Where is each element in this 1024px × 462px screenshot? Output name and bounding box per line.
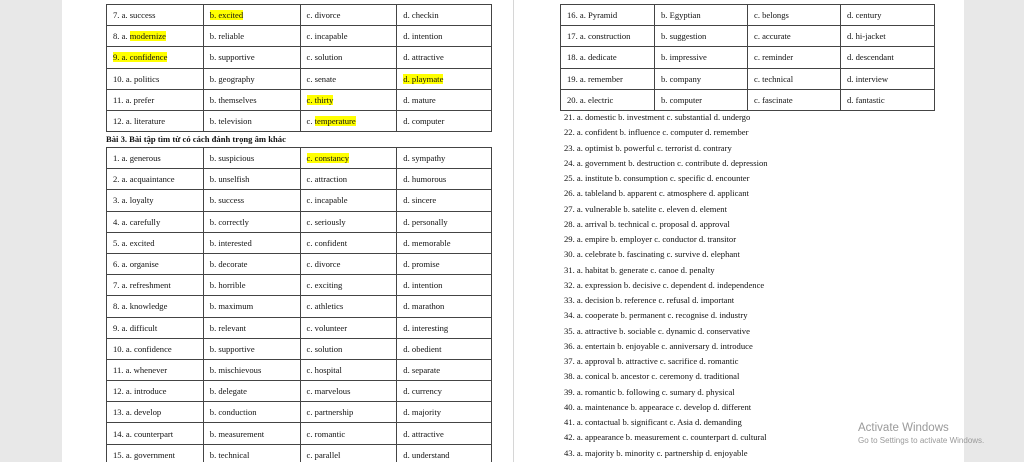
option-cell: b. reliable <box>203 26 300 47</box>
option-cell: 5. a. excited <box>107 232 204 253</box>
option-cell: d. obedient <box>397 338 492 359</box>
option-cell: 19. a. remember <box>561 68 655 89</box>
table-row <box>561 47 935 68</box>
option-cell: 3. a. loyalty <box>107 190 204 211</box>
table-row <box>107 317 492 338</box>
option-cell: 16. a. Pyramid <box>561 5 655 26</box>
option-cell: b. technical <box>203 444 300 462</box>
option-cell: c. hospital <box>300 359 397 380</box>
option-cell: 14. a. counterpart <box>107 423 204 444</box>
table-row <box>107 5 492 26</box>
option-cell: 8. a. knowledge <box>107 296 204 317</box>
table-row <box>107 359 492 380</box>
exercise-line: 27. a. vulnerable b. satelite c. eleven d. element <box>564 203 727 214</box>
option-cell: 18. a. dedicate <box>561 47 655 68</box>
exercise-line: 40. a. maintenance b. appearace c. develop d. different <box>564 401 752 412</box>
table-row <box>107 338 492 359</box>
option-cell: c. incapable <box>300 190 397 211</box>
exercise-line: 31. a. habitat b. generate c. canoe d. penalty <box>564 264 715 275</box>
option-cell: d. intention <box>397 26 492 47</box>
option-cell: 17. a. construction <box>561 26 655 47</box>
document-page-left <box>62 0 514 462</box>
option-cell: d. mature <box>397 89 492 110</box>
option-cell: c. confident <box>300 232 397 253</box>
exercise-line: 43. a. majority b. minority c. partnership d. enjoyable <box>564 447 748 458</box>
exercise-line: 30. a. celebrate b. fascinating c. survive d. elephant <box>564 249 740 260</box>
table-row <box>561 5 935 26</box>
option-cell <box>107 47 204 68</box>
option-cell: b. television <box>203 110 300 131</box>
option-cell: d. marathon <box>397 296 492 317</box>
option-cell: 8. a. modernize <box>107 26 204 47</box>
option-cell: 6. a. organise <box>107 253 204 274</box>
option-cell: b. company <box>655 68 748 89</box>
option-cell: c. senate <box>300 68 397 89</box>
highlighted-answer: modernize <box>129 31 166 42</box>
highlighted-answer: temperature <box>314 116 356 127</box>
option-cell: d. fantastic <box>841 89 935 110</box>
option-cell: d. promise <box>397 253 492 274</box>
option-cell: d. attractive <box>397 423 492 444</box>
exercise-line: 37. a. approval b. attractive c. sacrifice d. romantic <box>564 356 739 366</box>
option-cell: c. divorce <box>300 5 397 26</box>
table-row <box>107 444 492 462</box>
table-row <box>107 232 492 253</box>
option-cell: 2. a. acquaintance <box>107 169 204 190</box>
option-cell: d. separate <box>397 359 492 380</box>
exercise-table-part2 <box>106 4 492 132</box>
option-cell: b. computer <box>655 89 748 110</box>
option-cell: 4. a. carefully <box>107 211 204 232</box>
highlighted-answer: c. constancy <box>306 153 350 164</box>
option-cell: b. mischievous <box>203 359 300 380</box>
option-cell <box>300 148 397 169</box>
option-cell: b. suspicious <box>203 148 300 169</box>
table-row <box>107 296 492 317</box>
option-cell: d. interesting <box>397 317 492 338</box>
option-cell: 7. a. success <box>107 5 204 26</box>
option-cell: 12. a. literature <box>107 110 204 131</box>
option-cell: b. success <box>203 190 300 211</box>
option-cell <box>397 68 492 89</box>
table-row <box>107 253 492 274</box>
exercise-line: 22. a. confident b. influence c. computer d. remember <box>564 127 749 138</box>
table-row <box>561 26 935 47</box>
option-cell: d. personally <box>397 211 492 232</box>
option-cell: b. interested <box>203 232 300 253</box>
option-cell: c. volunteer <box>300 317 397 338</box>
option-cell: d. memorable <box>397 232 492 253</box>
option-cell: c. partnership <box>300 402 397 423</box>
option-cell <box>300 89 397 110</box>
exercise-line: 39. a. romantic b. following c. sumary d. physical <box>564 386 735 397</box>
table-row <box>561 68 935 89</box>
option-cell: c. incapable <box>300 26 397 47</box>
option-cell: d. intention <box>397 275 492 296</box>
option-cell: c. fascinate <box>748 89 841 110</box>
table-row <box>561 89 935 110</box>
option-cell: c. marvelous <box>300 381 397 402</box>
table-row <box>107 89 492 110</box>
table-row <box>107 110 492 131</box>
option-cell: b. maximum <box>203 296 300 317</box>
exercise-line: 34. a. cooperate b. permanent c. recognise d. industry <box>564 310 748 321</box>
option-cell: d. currency <box>397 381 492 402</box>
option-cell: b. horrible <box>203 275 300 296</box>
windows-activation-watermark <box>858 422 984 445</box>
option-cell: d. humorous <box>397 169 492 190</box>
option-cell: b. Egyptian <box>655 5 748 26</box>
option-cell <box>203 5 300 26</box>
option-cell: b. measurement <box>203 423 300 444</box>
highlighted-answer: d. playmate <box>403 73 444 84</box>
option-cell: c. temperature <box>300 110 397 131</box>
option-cell: b. relevant <box>203 317 300 338</box>
table-row <box>107 402 492 423</box>
table-row <box>107 169 492 190</box>
exercise-table-part3 <box>106 147 492 462</box>
option-cell: c. attraction <box>300 169 397 190</box>
option-cell: d. century <box>841 5 935 26</box>
option-cell: 20. a. electric <box>561 89 655 110</box>
option-cell: d. computer <box>397 110 492 131</box>
option-cell: 15. a. government <box>107 444 204 462</box>
exercise-line: 35. a. attractive b. sociable c. dynamic d. conservative <box>564 325 750 336</box>
exercise-line: 29. a. empire b. employer c. conductor d. transitor <box>564 234 737 244</box>
option-cell: b. suggestion <box>655 26 748 47</box>
exercise-line: 26. a. tableland b. apparent c. atmosphere d. applicant <box>564 188 749 199</box>
option-cell: d. checkin <box>397 5 492 26</box>
exercise-line: 23. a. optimist b. powerful c. terrorist d. contrary <box>564 142 732 153</box>
document-page-right <box>514 0 964 462</box>
exercise-line: 38. a. conical b. ancestor c. ceremony d. traditional <box>564 371 740 382</box>
exercise-3-heading: Bài 3. Bài tập tìm từ có cách đánh trọng âm khác <box>106 134 286 144</box>
exercise-line: 24. a. government b. destruction c. contribute d. depression <box>564 157 768 168</box>
table-row <box>107 275 492 296</box>
exercise-line: 21. a. domestic b. investment c. substantial d. undergo <box>564 112 751 122</box>
table-row <box>107 148 492 169</box>
exercise-line: 25. a. institute b. consumption c. specific d. encounter <box>564 173 750 183</box>
option-cell: b. delegate <box>203 381 300 402</box>
watermark-title: Activate Windows <box>858 422 949 434</box>
option-cell: c. solution <box>300 47 397 68</box>
option-cell: 7. a. refreshment <box>107 275 204 296</box>
option-cell: c. exciting <box>300 275 397 296</box>
option-cell: d. sympathy <box>397 148 492 169</box>
exercise-line: 33. a. decision b. reference c. refusal d. important <box>564 295 735 305</box>
option-cell: 13. a. develop <box>107 402 204 423</box>
option-cell: b. geography <box>203 68 300 89</box>
option-cell: c. accurate <box>748 26 841 47</box>
option-cell: b. conduction <box>203 402 300 423</box>
watermark-subtitle: Go to Settings to activate Windows. <box>858 436 985 445</box>
exercise-line: 42. a. appearance b. measurement c. counterpart d. cultural <box>564 432 767 443</box>
option-cell: c. solution <box>300 338 397 359</box>
option-cell: 11. a. prefer <box>107 89 204 110</box>
table-row <box>107 423 492 444</box>
option-cell: c. technical <box>748 68 841 89</box>
option-cell: d. attractive <box>397 47 492 68</box>
option-cell: c. athletics <box>300 296 397 317</box>
option-cell: d. interview <box>841 68 935 89</box>
exercise-line: 28. a. arrival b. technical c. proposal d. approval <box>564 218 730 229</box>
option-cell: b. correctly <box>203 211 300 232</box>
option-cell: 9. a. difficult <box>107 317 204 338</box>
highlighted-answer: b. excited <box>209 10 244 21</box>
option-cell: b. impressive <box>655 47 748 68</box>
table-row <box>107 211 492 232</box>
option-cell: d. descendant <box>841 47 935 68</box>
highlighted-answer: 9. a. confidence <box>113 52 168 63</box>
table-row <box>107 190 492 211</box>
table-row <box>107 47 492 68</box>
option-cell: c. belongs <box>748 5 841 26</box>
table-row <box>107 68 492 89</box>
option-cell: c. divorce <box>300 253 397 274</box>
option-cell: d. understand <box>397 444 492 462</box>
highlighted-answer: c. thirty <box>306 94 334 105</box>
option-cell: d. hi-jacket <box>841 26 935 47</box>
option-cell: b. themselves <box>203 89 300 110</box>
option-cell: 12. a. introduce <box>107 381 204 402</box>
option-cell: b. decorate <box>203 253 300 274</box>
option-cell: 10. a. confidence <box>107 338 204 359</box>
table-row <box>107 26 492 47</box>
option-cell: 10. a. politics <box>107 68 204 89</box>
option-cell: b. unselfish <box>203 169 300 190</box>
option-cell: c. reminder <box>748 47 841 68</box>
exercise-table-part3-continued <box>560 4 935 111</box>
option-cell: 1. a. generous <box>107 148 204 169</box>
table-row <box>107 381 492 402</box>
option-cell: c. romantic <box>300 423 397 444</box>
exercise-line: 32. a. expression b. decisive c. dependent d. independence <box>564 279 765 290</box>
option-cell: d. sincere <box>397 190 492 211</box>
option-cell: b. supportive <box>203 47 300 68</box>
option-cell: 11. a. whenever <box>107 359 204 380</box>
option-cell: d. majority <box>397 402 492 423</box>
option-cell: b. supportive <box>203 338 300 359</box>
option-cell: c. seriously <box>300 211 397 232</box>
exercise-line: 41. a. contactual b. significant c. Asia d. demanding <box>564 417 742 427</box>
option-cell: c. parallel <box>300 444 397 462</box>
exercise-line: 36. a. entertain b. enjoyable c. anniversary d. introduce <box>564 340 753 351</box>
